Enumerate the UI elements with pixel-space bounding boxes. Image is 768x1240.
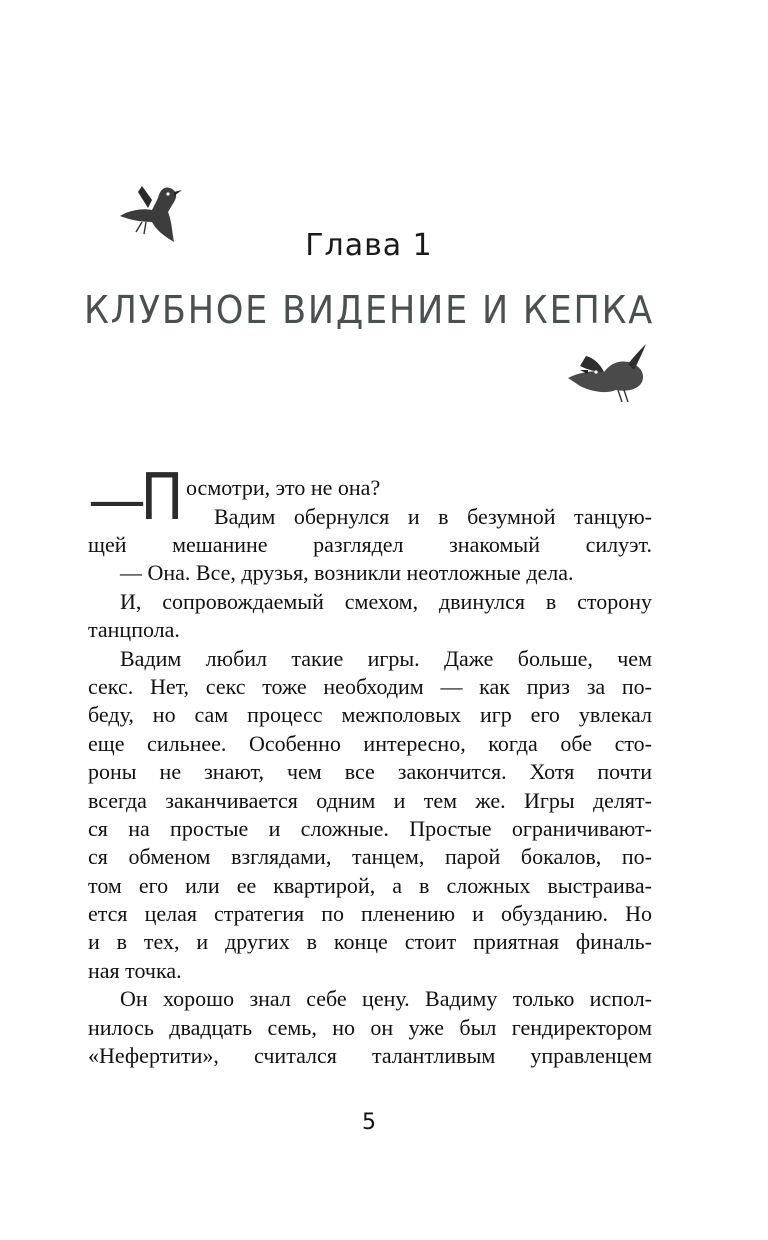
chapter-label: Глава 1 (305, 228, 433, 263)
text-line: — Она. Все, друзья, возникли неотложные дела. (120, 560, 574, 586)
text-line: щей мешанине разглядел знакомый силуэт. (88, 532, 652, 557)
body-text (88, 531, 652, 1070)
text-line: секс. Нет, секс тоже необходим — как приз за по- (88, 673, 652, 699)
dropcap-letter: П (140, 461, 184, 535)
text-line: Он хорошо знал себе цену. Вадиму только испол- (120, 986, 652, 1012)
text-line: ется целая стратегия по пленению и обузданию. Но (88, 901, 652, 927)
page-number: 5 (362, 1110, 376, 1135)
text-line: еще сильнее. Особенно интересно, когда обе сто- (88, 730, 652, 756)
text-line: ся на простые и сложные. Простые ограничивают- (88, 815, 652, 841)
text-line-2: Вадим обернулся и в безумной танцую- (214, 504, 652, 529)
text-line: нилось двадцать семь, но он уже был гендиректором (88, 1014, 652, 1040)
text-line: ная точка. (88, 957, 182, 983)
text-line-1: осмотри, это не она? (186, 475, 381, 500)
text-line: Вадим любил такие игры. Даже больше, чем (120, 645, 652, 671)
text-line: «Нефертити», считался талантливым управленцем (88, 1043, 652, 1069)
dropcap-dash: — (88, 466, 146, 534)
text-line: том его или ее квартирой, а в сложных выстраива- (88, 872, 652, 898)
bird-illustration-right (566, 342, 648, 408)
text-line: танцпола. (88, 617, 180, 643)
text-line: роны не знают, чем все закончится. Хотя почти (88, 759, 652, 785)
chapter-title: КЛУБНОЕ ВИДЕНИЕ И КЕПКА (83, 288, 655, 332)
text-line: всегда заканчивается одним и тем же. Игры делят- (88, 787, 652, 813)
text-line: И, сопровождаемый смехом, двинулся в сторону (120, 588, 652, 614)
text-line: беду, но сам процесс межполовых игр его увлекал (88, 702, 652, 728)
text-line: ся обменом взглядами, танцем, парой бокалов, по- (88, 844, 652, 870)
text-line: и в тех, и других в конце стоит приятная финаль- (88, 929, 652, 955)
